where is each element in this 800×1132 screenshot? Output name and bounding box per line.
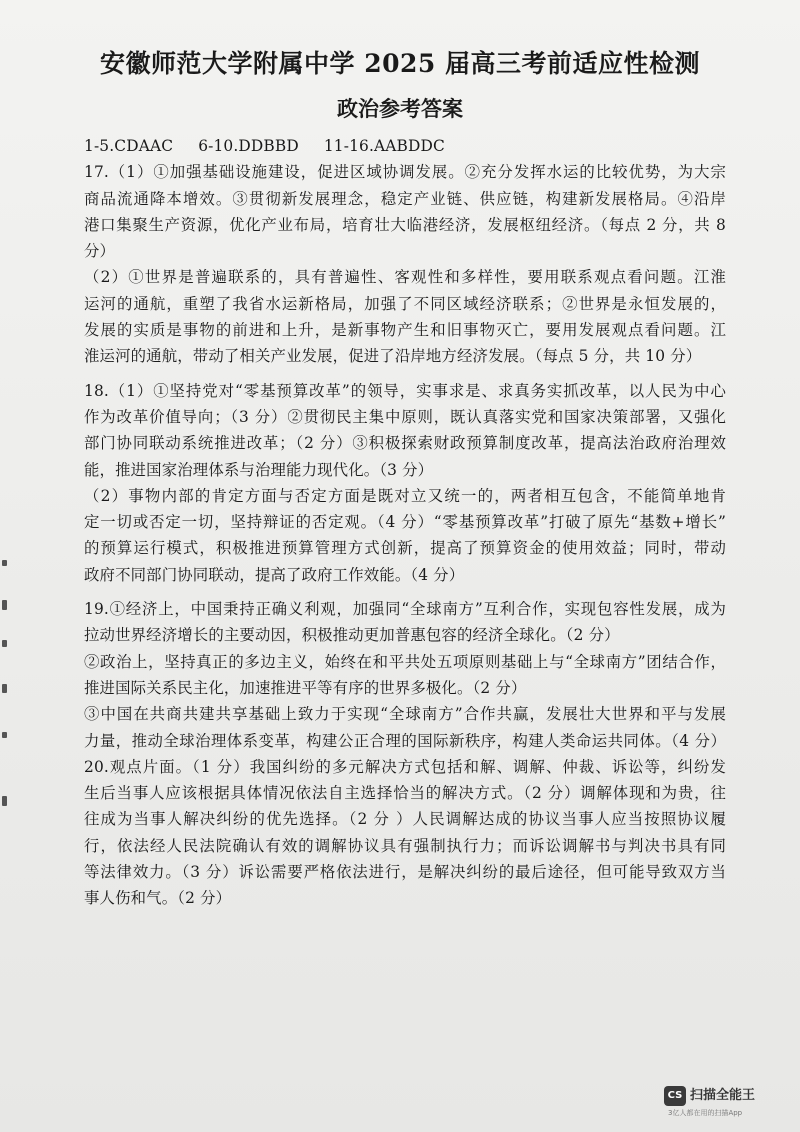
q17-line: 淮运河的通航，带动了相关产业发展，促进了沿岸地方经济发展。（每点 5 分，共 10 分） xyxy=(84,347,702,366)
q19-line: 拉动世界经济增长的主要动因，积极推动更加普惠包容的经济全球化。（2 分） xyxy=(84,626,620,645)
q20-line: 往成为当事人解决纠纷的优先选择。（2 分 ）人民调解达成的协议当事人应当按照协议履 xyxy=(84,810,726,829)
scanner-watermark xyxy=(664,1084,784,1120)
q20-line: 20.观点片面。（1 分）我国纠纷的多元解决方式包括和解、调解、仲裁、诉讼等，纠纷发 xyxy=(84,757,726,776)
q19-line: ③中国在共商共建共享基础上致力于实现“全球南方”合作共赢，发展壮大世界和平与发展 xyxy=(84,705,726,724)
q20-line: 等法律效力。（3 分）诉讼需要严格依法进行，是解决纠纷的最后途径，但可能导致双方当 xyxy=(84,863,726,882)
q18-line: 能，推进国家治理体系与治理能力现代化。（3 分） xyxy=(84,460,434,479)
choice-answers xyxy=(84,133,726,159)
page-title: 安徽师范大学附属中学 2025 届高三考前适应性检测 xyxy=(100,49,700,78)
q18-line: 作为改革价值导向；（3 分）②贯彻民主集中原则，既认真落实党和国家决策部署，又强化 xyxy=(84,407,726,426)
q18-line: 的预算运行模式，积极推进预算管理方式创新，提高了预算资金的使用效益；同时，带动 xyxy=(84,539,726,558)
q17-line: 发展的实质是事物的前进和上升，是新事物产生和旧事物灭亡，要用发展观点看问题。江 xyxy=(84,321,726,340)
q17-line: 17.（1）①加强基础设施建设，促进区域协调发展。②充分发挥水运的比较优势，为大宗 xyxy=(84,163,726,182)
camscanner-logo-icon: CS xyxy=(664,1086,686,1106)
q18-line: 政府不同部门协同联动，提高了政府工作效能。（4 分） xyxy=(84,565,465,584)
q17-line: 运河的通航，重塑了我省水运新格局，加强了不同区域经济联系；②世界是永恒发展的， xyxy=(84,294,726,313)
q17-line: （2）①世界是普遍联系的，具有普遍性、客观性和多样性，要用联系观点看问题。江淮 xyxy=(84,268,726,287)
q19-line: ②政治上，坚持真正的多边主义，始终在和平共处五项原则基础上与“全球南方”团结合作， xyxy=(84,652,726,671)
q19-line: 力量，推动全球治理体系变革，构建公正合理的国际新秩序，构建人类命运共同体。（4 分） xyxy=(84,731,726,750)
q19-line: 19.①经济上，中国秉持正确义利观，加强同“全球南方”互利合作，实现包容性发展，成为 xyxy=(84,600,726,619)
q17-line: 商品流通降本增效。③贯彻新发展理念，稳定产业链、供应链，构建新发展格局。④沿岸 xyxy=(84,189,726,208)
q17-line: 港口集聚生产资源，优化产业布局，培育壮大临港经济，发展枢纽经济。（每点 2 分，共 8 xyxy=(84,215,726,234)
choice-answers-1-5: 1-5.CDAAC xyxy=(84,137,174,155)
q20-line: 行，依法经人民法院确认有效的调解协议具有强制执行力；而诉讼调解书与判决书具有同 xyxy=(84,836,726,855)
q20-line: 生后当事人应该根据具体情况依法自主选择恰当的解决方式。（2 分）调解体现和为贵，往 xyxy=(84,784,726,803)
q20-line: 事人伤和气。（2 分） xyxy=(84,889,232,908)
q19-line: 推进国际关系民主化，加速推进平等有序的世界多极化。（2 分） xyxy=(84,678,527,697)
watermark-app-name: 扫描全能王 xyxy=(690,1088,756,1103)
choice-answers-6-10: 6-10.DDBBD xyxy=(198,137,299,155)
binding-margin-marks xyxy=(0,560,14,820)
question-19-20-answer xyxy=(84,596,726,912)
choice-answers-11-16: 11-16.AABDDC xyxy=(323,137,445,155)
question-18-answer xyxy=(84,378,726,588)
q18-line: （2）事物内部的肯定方面与否定方面是既对立又统一的，两者相互包含，不能简单地肯 xyxy=(84,486,726,505)
q18-line: 定一切或否定一切，坚持辩证的否定观。（4 分）“零基预算改革”打破了原先“基数+增长” xyxy=(84,513,726,532)
page-subtitle: 政治参考答案 xyxy=(337,96,463,121)
q18-line: 18.（1）①坚持党对“零基预算改革”的领导，实事求是、求真务实抓改革，以人民为中心 xyxy=(84,381,726,400)
answer-content xyxy=(84,133,726,912)
q18-line: 部门协同联动系统推进改革；（2 分）③积极探索财政预算制度改革，提高法治政府治理效 xyxy=(84,434,726,453)
watermark-tagline: 3亿人都在用的扫描App xyxy=(668,1109,743,1117)
question-17-answer xyxy=(84,159,726,369)
q17-line: 分） xyxy=(84,242,116,261)
